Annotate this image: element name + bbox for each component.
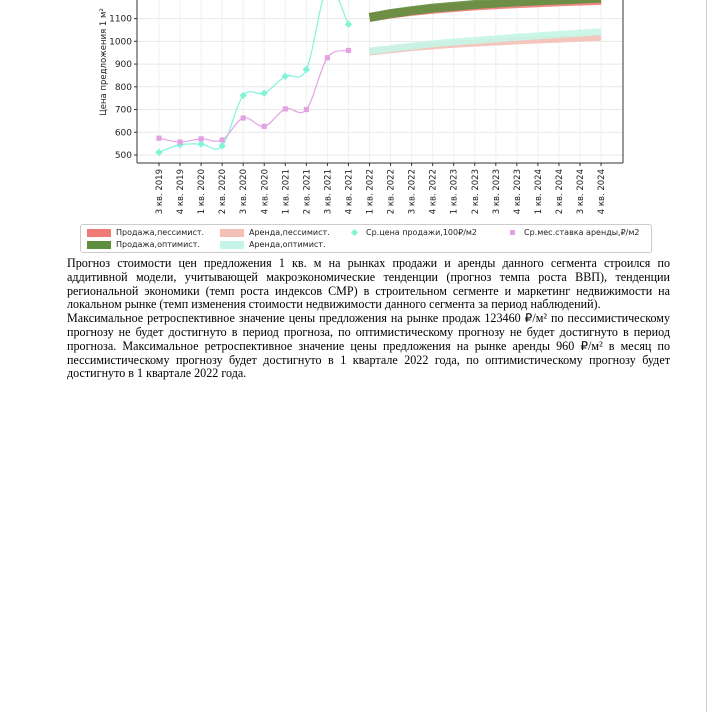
legend-swatch xyxy=(87,241,111,249)
y-tick-label: 900 xyxy=(114,60,132,71)
rent-rate-point xyxy=(346,48,351,53)
y-axis-label: Цена предложения 1 м² xyxy=(99,8,109,116)
y-tick-label: 800 xyxy=(114,82,132,93)
x-tick-label: 4 кв. 2020 xyxy=(260,169,271,215)
x-tick-label: 1 кв. 2022 xyxy=(365,169,376,215)
x-tick-label: 4 кв. 2019 xyxy=(176,169,187,215)
legend-label: Продажа,пессимист. xyxy=(116,228,205,237)
x-tick-label: 3 кв. 2023 xyxy=(491,169,502,215)
x-tick-label: 1 кв. 2020 xyxy=(197,169,208,215)
x-tick-label: 4 кв. 2021 xyxy=(344,169,355,215)
sale-price-point xyxy=(345,21,352,28)
sale-price-point xyxy=(197,140,204,147)
forecast-chart xyxy=(0,0,710,225)
x-tick-label: 2 кв. 2020 xyxy=(218,169,229,215)
y-tick-label: 500 xyxy=(114,151,132,161)
body-text xyxy=(67,257,670,381)
legend-item-sale-optimistic xyxy=(87,240,200,249)
sale-price-point xyxy=(303,66,310,73)
legend-swatch xyxy=(220,241,244,249)
y-tick-label: 600 xyxy=(114,128,132,139)
x-tick-label: 2 кв. 2021 xyxy=(302,169,313,215)
x-tick-label: 3 кв. 2022 xyxy=(407,169,418,215)
rent-rate-point xyxy=(241,115,246,120)
chart-legend xyxy=(80,224,652,253)
x-tick-label: 1 кв. 2021 xyxy=(281,169,292,215)
x-tick-label: 4 кв. 2022 xyxy=(428,169,439,215)
rent-rate-point xyxy=(177,139,182,144)
rent-rate-point xyxy=(262,124,267,129)
y-tick-label: 1100 xyxy=(109,14,132,25)
rent-rate-point xyxy=(220,137,225,142)
x-tick-label: 4 кв. 2023 xyxy=(512,169,523,215)
rent-rate-point xyxy=(304,107,309,112)
legend-swatch xyxy=(220,229,244,237)
x-tick-label: 3 кв. 2019 xyxy=(155,169,165,215)
rent-rate-point xyxy=(156,136,161,141)
x-tick-label: 2 кв. 2023 xyxy=(470,169,481,215)
rent-rate-point xyxy=(283,106,288,111)
legend-item-avg-rent-rate xyxy=(501,228,640,237)
legend-item-avg-sale-price xyxy=(343,228,477,237)
x-tick-label: 1 кв. 2024 xyxy=(533,169,544,215)
x-tick-label: 2 кв. 2022 xyxy=(386,169,397,215)
rent-rate-point xyxy=(199,136,204,141)
x-tick-label: 1 кв. 2023 xyxy=(449,169,460,215)
legend-item-sale-pessimistic xyxy=(87,228,204,237)
sale-price-point xyxy=(261,89,268,96)
legend-label: Аренда,оптимист. xyxy=(249,240,326,249)
paragraph-forecast-method: Прогноз стоимости цен предложения 1 кв. м на рынках продажи и аренды данного сегмента строился по аддитивной модели, учитывающей макроэкономические тенденции (прогноз темпа роста ВВП), тенденции региональной экономики (темп роста индексов СМР) в строительном сегменте и маркетинг недвижимости на локальном рынке (темп изменения стоимости недвижимости данного сегмента за период наблюдений). xyxy=(67,256,670,312)
x-tick-label: 3 кв. 2021 xyxy=(323,169,334,215)
legend-label: Ср.цена продажи,100₽/м2 xyxy=(366,228,478,237)
legend-diamond-marker xyxy=(351,229,358,236)
sale-price-point xyxy=(282,73,289,80)
y-tick-label: 700 xyxy=(114,105,132,116)
x-tick-label: 3 кв. 2024 xyxy=(576,169,586,215)
legend-item-rent-optimistic xyxy=(220,240,326,249)
legend-square-marker xyxy=(510,230,515,235)
legend-swatch xyxy=(87,229,111,237)
paragraph-max-values: Максимальное ретроспективное значение цены предложения на рынке продаж 123460 ₽/м² по пессимистическому прогнозу не будет достигнуто в период прогноза, по оптимистическому прогнозу не будет достигнуто в период прогноза. Максимальное ретроспективное значение цены предложения на рынке аренды 960 ₽/м² в месяц по пессимистическому прогнозу будет достигнуто в 1 квартале 2022 года, по оптимистическому прогнозу будет достигнуто в 1 квартале 2022 года. xyxy=(67,311,670,381)
legend-item-rent-pessimistic xyxy=(220,228,330,237)
rent-rate-point xyxy=(325,55,330,60)
y-tick-label: 1000 xyxy=(109,37,132,48)
legend-label: Аренда,пессимист. xyxy=(249,228,330,237)
legend-label: Ср.мес.ставка аренды,₽/м2 xyxy=(524,228,640,237)
legend-label: Продажа,оптимист. xyxy=(116,240,200,249)
x-tick-label: 2 кв. 2024 xyxy=(554,169,565,215)
x-tick-label: 3 кв. 2020 xyxy=(239,169,250,215)
x-tick-label: 4 кв. 2024 xyxy=(597,169,608,215)
